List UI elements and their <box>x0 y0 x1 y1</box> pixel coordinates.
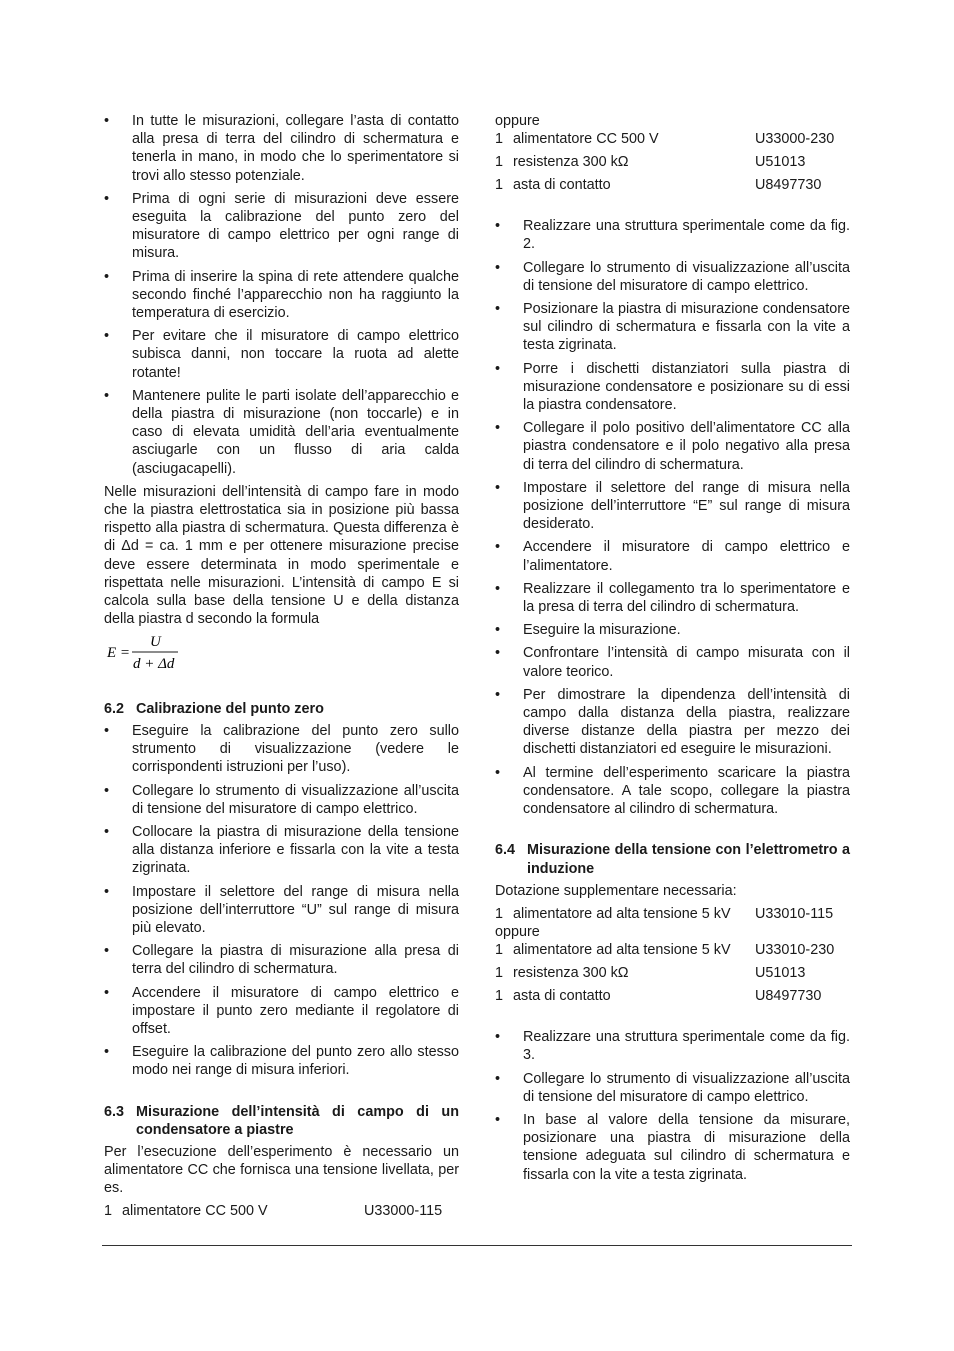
equipment-name: asta di contatto <box>513 988 611 1005</box>
equipment-code: U51013 <box>755 965 806 982</box>
bullet-icon: • <box>495 479 501 496</box>
equipment-row <box>495 153 850 171</box>
equipment-name: alimentatore ad alta tensione 5 kV <box>513 905 731 922</box>
section-6-3-paragraph: Per l’esecuzione dell’esperimento è necessario un alimentatore CC che fornisca una tensione livellata, per es. <box>104 1143 459 1197</box>
section-title: Misurazione della tensione con l’elettrometro a induzione <box>527 842 850 877</box>
list-item: • Accendere il misuratore di campo elettrico e l’alimentatore. <box>495 539 850 574</box>
bullet-icon: • <box>495 1029 501 1046</box>
bullet-icon: • <box>104 943 110 960</box>
list-item: • Collegare la piastra di misurazione alla presa di terra del cilindro di schermatura. <box>104 943 459 978</box>
list-item: • Confrontare l’intensità di campo misurata con il valore teorico. <box>495 645 850 680</box>
footer-rule <box>102 1245 852 1246</box>
oppure-label: oppure <box>495 923 540 940</box>
section-number: 6.4 <box>495 842 516 859</box>
bullet-icon: • <box>495 580 501 597</box>
section-number: 6.3 <box>104 1103 125 1120</box>
equipment-row <box>495 176 850 194</box>
list-item: • Collegare il polo positivo dell’alimentatore CC alla piastra condensatore e il polo negativo alla presa di terra del cilindro di schermatura. <box>495 420 850 473</box>
list-item: • Realizzare una struttura sperimentale come da fig. 3. <box>495 1029 850 1064</box>
bullet-icon: • <box>104 823 110 840</box>
bullet-icon: • <box>104 328 110 345</box>
equipment-row <box>495 941 850 959</box>
formula-numerator: U <box>150 634 161 651</box>
list-item: • Collocare la piastra di misurazione della tensione alla distanza inferiore e fissarla con la vite a testa zigrinata. <box>104 823 459 877</box>
equipment-code: U8497730 <box>755 177 822 194</box>
list-item: • Per dimostrare la dipendenza dell’intensità di campo dalla distanza della piastra, realizzare diverse distanze della piastra per mezzo dei dischetti distanziatori ed eseguire le misurazioni. <box>495 686 850 758</box>
list-item: • Al termine dell’esperimento scaricare la piastra condensatore. A tale scopo, collegare la piastra condensatore al cilindro di schermatura. <box>495 764 850 818</box>
equipment-row <box>104 1202 459 1220</box>
equipment-code: U8497730 <box>755 988 822 1005</box>
oppure-label: oppure <box>495 113 540 129</box>
list-item: • In base al valore della tensione da misurare, posizionare una piastra di misurazione della tensione adeguata sul cilindro di schermatura e fissarla con la vite a testa zigrinata. <box>495 1111 850 1183</box>
field-strength-formula <box>104 632 459 677</box>
bullet-icon: • <box>495 218 501 235</box>
supplementary-equipment-label: Dotazione supplementare necessaria: <box>495 882 737 899</box>
list-item: • Impostare il selettore del range di misura nella posizione dell’interruttore “E” sul range di misura desiderato. <box>495 479 850 533</box>
bullet-icon: • <box>104 387 110 404</box>
bullet-icon: • <box>104 113 110 129</box>
bullet-icon: • <box>495 1111 501 1128</box>
equipment-qty: 1 <box>495 177 504 194</box>
bullet-icon: • <box>495 622 501 639</box>
section-title: Misurazione dell’intensità di campo di un condensatore a piastre <box>136 1103 459 1138</box>
calibration-bullet-list <box>104 722 459 1080</box>
section-title: Calibrazione del punto zero <box>136 700 324 717</box>
list-item: • Collegare lo strumento di visualizzazione all’uscita di tensione del misuratore di campo elettrico. <box>104 782 459 817</box>
section-heading-6-3 <box>104 1103 459 1139</box>
section-number: 6.2 <box>104 700 125 717</box>
formula-graphic <box>104 632 224 672</box>
equipment-row <box>495 964 850 982</box>
equipment-code: U33010-230 <box>755 942 835 959</box>
bullet-icon: • <box>104 883 110 900</box>
equipment-name: alimentatore CC 500 V <box>122 1202 268 1219</box>
capacitor-bullet-list <box>495 217 850 818</box>
list-item: • Prima di inserire la spina di rete attendere qualche secondo finché l’apparecchio non ha raggiunto la temperatura di esercizio. <box>104 268 459 322</box>
intro-bullet-list <box>104 112 459 478</box>
section-heading-6-4 <box>495 841 850 877</box>
list-item: • Collegare lo strumento di visualizzazione all’uscita di tensione del misuratore di campo elettrico. <box>495 259 850 294</box>
bullet-icon: • <box>495 1070 501 1087</box>
equipment-qty: 1 <box>495 988 504 1005</box>
bullet-icon: • <box>495 764 501 781</box>
electrometer-bullet-list <box>495 1028 850 1184</box>
list-item: • Per evitare che il misuratore di campo elettrico subisca danni, non toccare la ruota ad alette rotante! <box>104 328 459 381</box>
bullet-icon: • <box>495 539 501 556</box>
equipment-qty: 1 <box>495 942 504 959</box>
equipment-row <box>495 987 850 1005</box>
equipment-code: U33000-115 <box>364 1202 443 1219</box>
equipment-qty: 1 <box>495 154 504 171</box>
equipment-name: alimentatore CC 500 V <box>513 131 659 148</box>
formula-paragraph: Nelle misurazioni dell’intensità di campo fare in modo che la piastra elettrostatica sia in posizione più bassa rispetto alla piastra di schermatura. Questa differenza è di Δd = ca. 1 mm e per ottenere misurazione precise deve essere determinata in modo sperimentale e rispettata nelle misurazioni. L’intensità di campo E si calcola sulla base della tensione U e della distanza della piastra d secondo la formula <box>104 483 459 628</box>
equipment-row <box>495 130 850 148</box>
equipment-name: asta di contatto <box>513 177 611 194</box>
list-item: • Mantenere pulite le parti isolate dell’apparecchio e della piastra di misurazione (non toccarle) e in caso di elevata umidità dell’aria eventualmente asciugarle con un flusso di aria calda (asciugacapelli). <box>104 387 459 477</box>
list-item: • Collegare lo strumento di visualizzazione all’uscita di tensione del misuratore di campo elettrico. <box>495 1070 850 1105</box>
equipment-code: U51013 <box>755 154 806 171</box>
list-item: • Eseguire la calibrazione del punto zero sullo strumento di visualizzazione (vedere le corrispondenti istruzioni per l’uso). <box>104 722 459 776</box>
bullet-icon: • <box>495 360 501 377</box>
bullet-icon: • <box>495 301 501 318</box>
list-item: • Porre i dischetti distanziatori sulla piastra di misurazione condensatore e posizionare su di essi la piastra condensatore. <box>495 360 850 414</box>
formula-denominator: d + Δd <box>133 656 175 673</box>
bullet-icon: • <box>104 722 110 739</box>
bullet-icon: • <box>104 268 110 285</box>
equipment-qty: 1 <box>495 131 504 148</box>
equipment-name: resistenza 300 kΩ <box>513 154 629 171</box>
list-item: • Realizzare una struttura sperimentale come da fig. 2. <box>495 218 850 253</box>
list-item: • Accendere il misuratore di campo elettrico e impostare il punto zero mediante il regolatore di offset. <box>104 984 459 1037</box>
list-item: • In tutte le misurazioni, collegare l’asta di contatto alla presa di terra del cilindro di schermatura e tenerla in mano, in modo che lo sperimentatore si trovi allo stesso potenziale. <box>104 113 459 184</box>
bullet-icon: • <box>495 686 501 703</box>
section-heading-6-2 <box>104 700 459 718</box>
bullet-icon: • <box>495 420 501 437</box>
equipment-code: U33000-230 <box>755 131 835 148</box>
bullet-icon: • <box>104 1044 110 1061</box>
list-item: • Impostare il selettore del range di misura nella posizione dell’interruttore “U” sul range di misura più elevato. <box>104 883 459 936</box>
bullet-icon: • <box>495 259 501 276</box>
bullet-icon: • <box>495 645 501 662</box>
equipment-name: resistenza 300 kΩ <box>513 965 629 982</box>
list-item: • Realizzare il collegamento tra lo sperimentatore e la presa di terra del cilindro di schermatura. <box>495 580 850 616</box>
list-item: • Eseguire la calibrazione del punto zero allo stesso modo nei range di misura inferiori. <box>104 1044 459 1079</box>
equipment-qty: 1 <box>495 965 504 982</box>
left-column <box>104 112 459 1225</box>
formula-lhs: E = <box>107 645 131 662</box>
list-item: • Prima di ogni serie di misurazioni deve essere eseguita la calibrazione del punto zero del misuratore di campo elettrico per ogni range di misura. <box>104 190 459 262</box>
list-item: • Eseguire la misurazione. <box>495 622 681 639</box>
bullet-icon: • <box>104 190 110 207</box>
equipment-name: alimentatore ad alta tensione 5 kV <box>513 942 731 959</box>
list-item: • Posizionare la piastra di misurazione condensatore sul cilindro di schermatura e fissarla con la vite a testa zigrinata. <box>495 301 850 354</box>
equipment-qty: 1 <box>495 905 504 922</box>
equipment-row <box>495 905 850 923</box>
equipment-qty: 1 <box>104 1202 113 1219</box>
bullet-icon: • <box>104 782 110 799</box>
equipment-code: U33010-115 <box>755 905 834 922</box>
right-column <box>495 112 850 1189</box>
bullet-icon: • <box>104 984 110 1001</box>
